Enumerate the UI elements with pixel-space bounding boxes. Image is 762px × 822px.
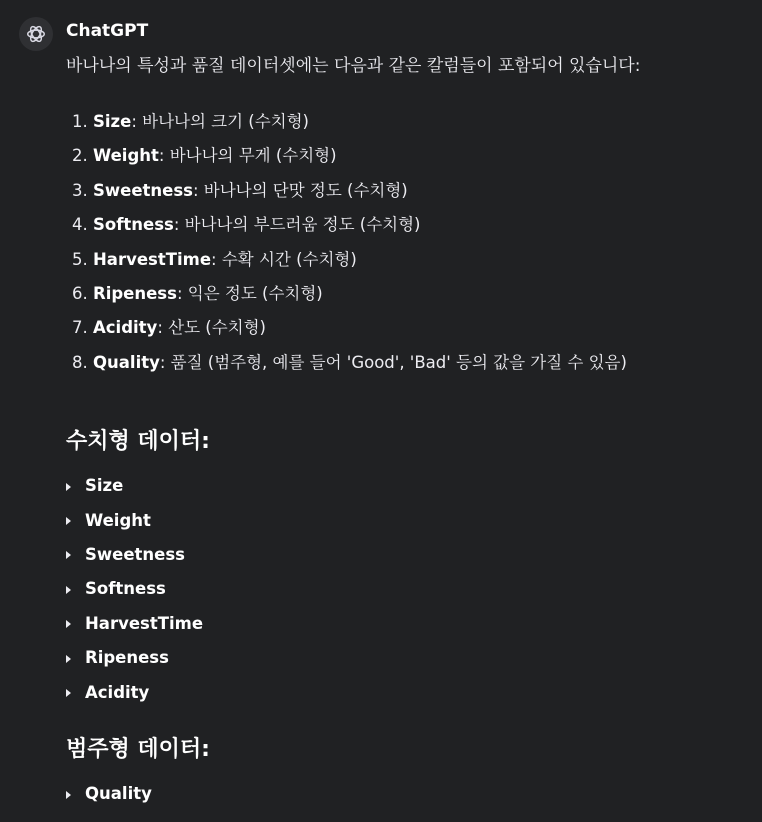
bullet-icon bbox=[66, 586, 71, 594]
item-number: 6. bbox=[72, 283, 88, 303]
list-item-label: Weight bbox=[85, 510, 151, 530]
list-item-label: Acidity bbox=[85, 682, 150, 702]
list-item bbox=[72, 210, 627, 244]
openai-logo-icon bbox=[25, 23, 47, 45]
column-description: : 수확 시간 (수치형) bbox=[211, 249, 357, 269]
categorical-heading: 범주형 데이터: bbox=[66, 737, 210, 762]
column-description: : 바나나의 단맛 정도 (수치형) bbox=[192, 180, 408, 200]
sender-name: ChatGPT bbox=[66, 21, 149, 41]
list-item bbox=[66, 469, 203, 503]
item-number: 2. bbox=[72, 146, 88, 166]
list-item-label: Sweetness bbox=[85, 544, 185, 564]
item-number: 5. bbox=[72, 249, 88, 269]
numeric-list bbox=[66, 469, 203, 710]
categorical-list bbox=[66, 777, 152, 811]
list-item bbox=[66, 503, 203, 537]
list-item bbox=[72, 313, 627, 347]
column-list bbox=[72, 107, 627, 382]
column-description: : 바나나의 크기 (수치형) bbox=[131, 112, 309, 131]
list-item bbox=[72, 176, 627, 210]
column-description: : 바나나의 부드러움 정도 (수치형) bbox=[173, 215, 421, 235]
item-number: 8. bbox=[72, 352, 88, 372]
list-item bbox=[72, 107, 627, 141]
list-item bbox=[72, 279, 627, 313]
list-item bbox=[66, 607, 203, 641]
list-item-label: Quality bbox=[85, 784, 152, 804]
item-number: 1. bbox=[72, 112, 88, 131]
column-name: Acidity bbox=[93, 318, 158, 338]
list-item-label: Ripeness bbox=[85, 648, 169, 668]
column-description: : 품질 (범주형, 예를 들어 'Good', 'Bad' 등의 값을 가질 수 있음) bbox=[159, 352, 627, 372]
item-number: 7. bbox=[72, 318, 88, 338]
bullet-icon bbox=[66, 791, 71, 799]
column-description: : 바나나의 무게 (수치형) bbox=[158, 146, 337, 166]
intro-text: 바나나의 특성과 품질 데이터셋에는 다음과 같은 칼럼들이 포함되어 있습니다: bbox=[66, 56, 641, 76]
list-item-label: Size bbox=[85, 476, 124, 496]
item-number: 3. bbox=[72, 180, 88, 200]
column-description: : 산도 (수치형) bbox=[157, 318, 266, 338]
column-name: HarvestTime bbox=[93, 249, 212, 269]
bullet-icon bbox=[66, 655, 71, 663]
list-item bbox=[72, 348, 627, 382]
list-item-label: HarvestTime bbox=[85, 613, 204, 633]
numeric-heading: 수치형 데이터: bbox=[66, 429, 210, 454]
list-item bbox=[66, 572, 203, 606]
column-name: Softness bbox=[93, 215, 174, 235]
item-number: 4. bbox=[72, 215, 88, 235]
column-name: Ripeness bbox=[93, 283, 177, 303]
list-item bbox=[66, 641, 203, 675]
bullet-icon bbox=[66, 551, 71, 559]
list-item bbox=[66, 675, 203, 709]
list-item bbox=[72, 141, 627, 175]
list-item-label: Softness bbox=[85, 579, 166, 599]
list-item bbox=[66, 777, 152, 811]
column-name: Size bbox=[93, 112, 132, 131]
bullet-icon bbox=[66, 517, 71, 525]
list-item bbox=[66, 538, 203, 572]
list-item bbox=[72, 245, 627, 279]
column-name: Quality bbox=[93, 352, 160, 372]
column-name: Weight bbox=[93, 146, 159, 166]
column-description: : 익은 정도 (수치형) bbox=[176, 283, 323, 303]
bullet-icon bbox=[66, 620, 71, 628]
bullet-icon bbox=[66, 689, 71, 697]
avatar bbox=[19, 17, 53, 51]
bullet-icon bbox=[66, 483, 71, 491]
column-name: Sweetness bbox=[93, 180, 193, 200]
